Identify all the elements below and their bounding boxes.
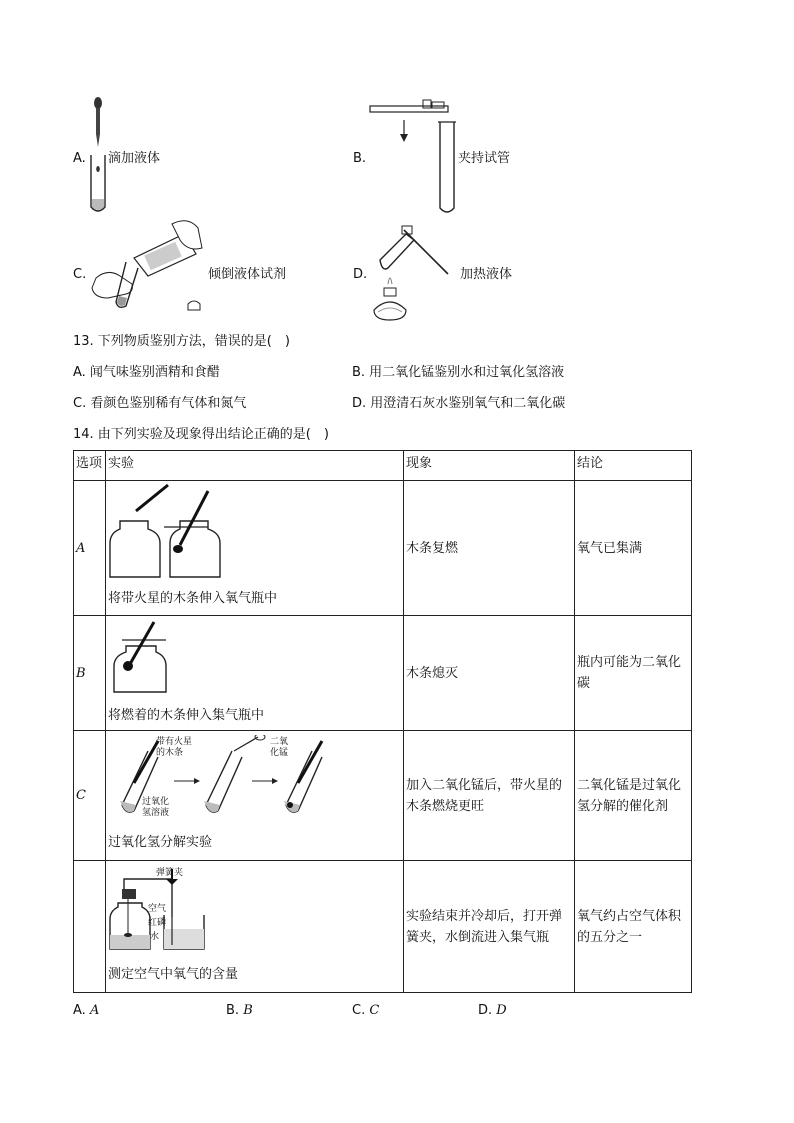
q14-answer-b (226, 1002, 253, 1020)
q13-option-b: B. 用二氧化锰鉴别水和过氧化氢溶液 (352, 365, 565, 380)
q12-option-d-caption: 加热液体 (460, 267, 513, 282)
q12-option-a-caption: 滴加液体 (108, 151, 161, 166)
q12-option-d-letter: D. (353, 267, 368, 282)
answer-value: C (369, 1003, 380, 1018)
row-experiment-label: 将带火星的木条伸入氧气瓶中 (108, 591, 278, 606)
q12-option-b-caption: 夹持试管 (458, 151, 511, 166)
answer-letter: D. (478, 1003, 493, 1018)
row-experiment-label: 过氧化氢分解实验 (108, 835, 213, 850)
c-mno2-label: 二氧 化锰 (270, 737, 289, 758)
row-option: B (74, 616, 106, 731)
row-experiment-cell (106, 481, 404, 616)
row-experiment-cell (106, 861, 404, 993)
q12-option-a-letter: A. (73, 151, 86, 166)
q12-option-d-heating-diagram (368, 224, 460, 326)
row-phenomenon: 木条熄灭 (404, 616, 575, 731)
row-option: C (74, 731, 106, 861)
q14-table (73, 450, 692, 993)
row-phenomenon: 实验结束并冷却后，打开弹簧夹，水倒流进入集气瓶 (404, 861, 575, 993)
d-air-label: 空气 (148, 904, 167, 914)
row-conclusion: 氧气约占空气体积的五分之一 (575, 861, 692, 993)
d-water-label: 水 (150, 932, 160, 942)
row-phenomenon: 木条复燃 (404, 481, 575, 616)
row-option (74, 861, 106, 993)
header-conclusion: 结论 (575, 451, 692, 481)
header-experiment: 实验 (106, 451, 404, 481)
row-conclusion: 瓶内可能为二氧化碳 (575, 616, 692, 731)
q14-stem: 14. 由下列实验及现象得出结论正确的是( ) (73, 427, 329, 442)
header-option: 选项 (74, 451, 106, 481)
q13-option-a: A. 闻气味鉴别酒精和食醋 (73, 365, 220, 380)
row-experiment-cell (106, 616, 404, 731)
answer-letter: A. (73, 1003, 86, 1018)
q13-option-d: D. 用澄清石灰水鉴别氧气和二氧化碳 (352, 396, 566, 411)
row-conclusion: 氧气已集满 (575, 481, 692, 616)
header-phenomenon: 现象 (404, 451, 575, 481)
c-splint-label: 带有火星 的木条 (156, 737, 193, 758)
q14-answer-a (73, 1002, 99, 1020)
q12-option-b-letter: B. (353, 151, 367, 166)
q14-answer-d (478, 1002, 507, 1020)
c-h2o2-label: 过氧化 氢溶液 (142, 797, 170, 818)
d-phosphorus-label: 红磷 (148, 918, 167, 928)
answer-value: D (496, 1003, 507, 1018)
q13-option-c: C. 看颜色鉴别稀有气体和氮气 (73, 396, 247, 411)
q12-option-c-letter: C. (73, 267, 87, 282)
row-phenomenon: 加入二氧化锰后，带火星的木条燃烧更旺 (404, 731, 575, 861)
answer-letter: C. (352, 1003, 366, 1018)
row-conclusion: 二氧化锰是过氧化氢分解的催化剂 (575, 731, 692, 861)
q12-option-b-tube-holder-diagram (368, 98, 458, 220)
row-option: A (74, 481, 106, 616)
q12-option-c-caption: 倾倒液体试剂 (208, 267, 287, 282)
row-experiment-cell (106, 731, 404, 861)
table-row (74, 616, 692, 731)
answer-letter: B. (226, 1003, 240, 1018)
table-row (74, 861, 692, 993)
q14-answer-c (352, 1002, 379, 1020)
q12-option-c-pouring-diagram (88, 218, 208, 322)
row-experiment-label: 测定空气中氧气的含量 (108, 967, 239, 982)
answer-value: A (89, 1003, 100, 1018)
row-a-experiment-diagram (108, 483, 228, 583)
row-b-experiment-diagram (108, 618, 178, 696)
d-clip-label: 弹簧夹 (156, 868, 184, 878)
table-row (74, 731, 692, 861)
row-experiment-label: 将燃着的木条伸入集气瓶中 (108, 708, 265, 723)
answer-value: B (243, 1003, 253, 1018)
q13-stem: 13. 下列物质鉴别方法，错误的是( ) (73, 334, 290, 349)
table-row (74, 481, 692, 616)
table-header-row (74, 451, 692, 481)
